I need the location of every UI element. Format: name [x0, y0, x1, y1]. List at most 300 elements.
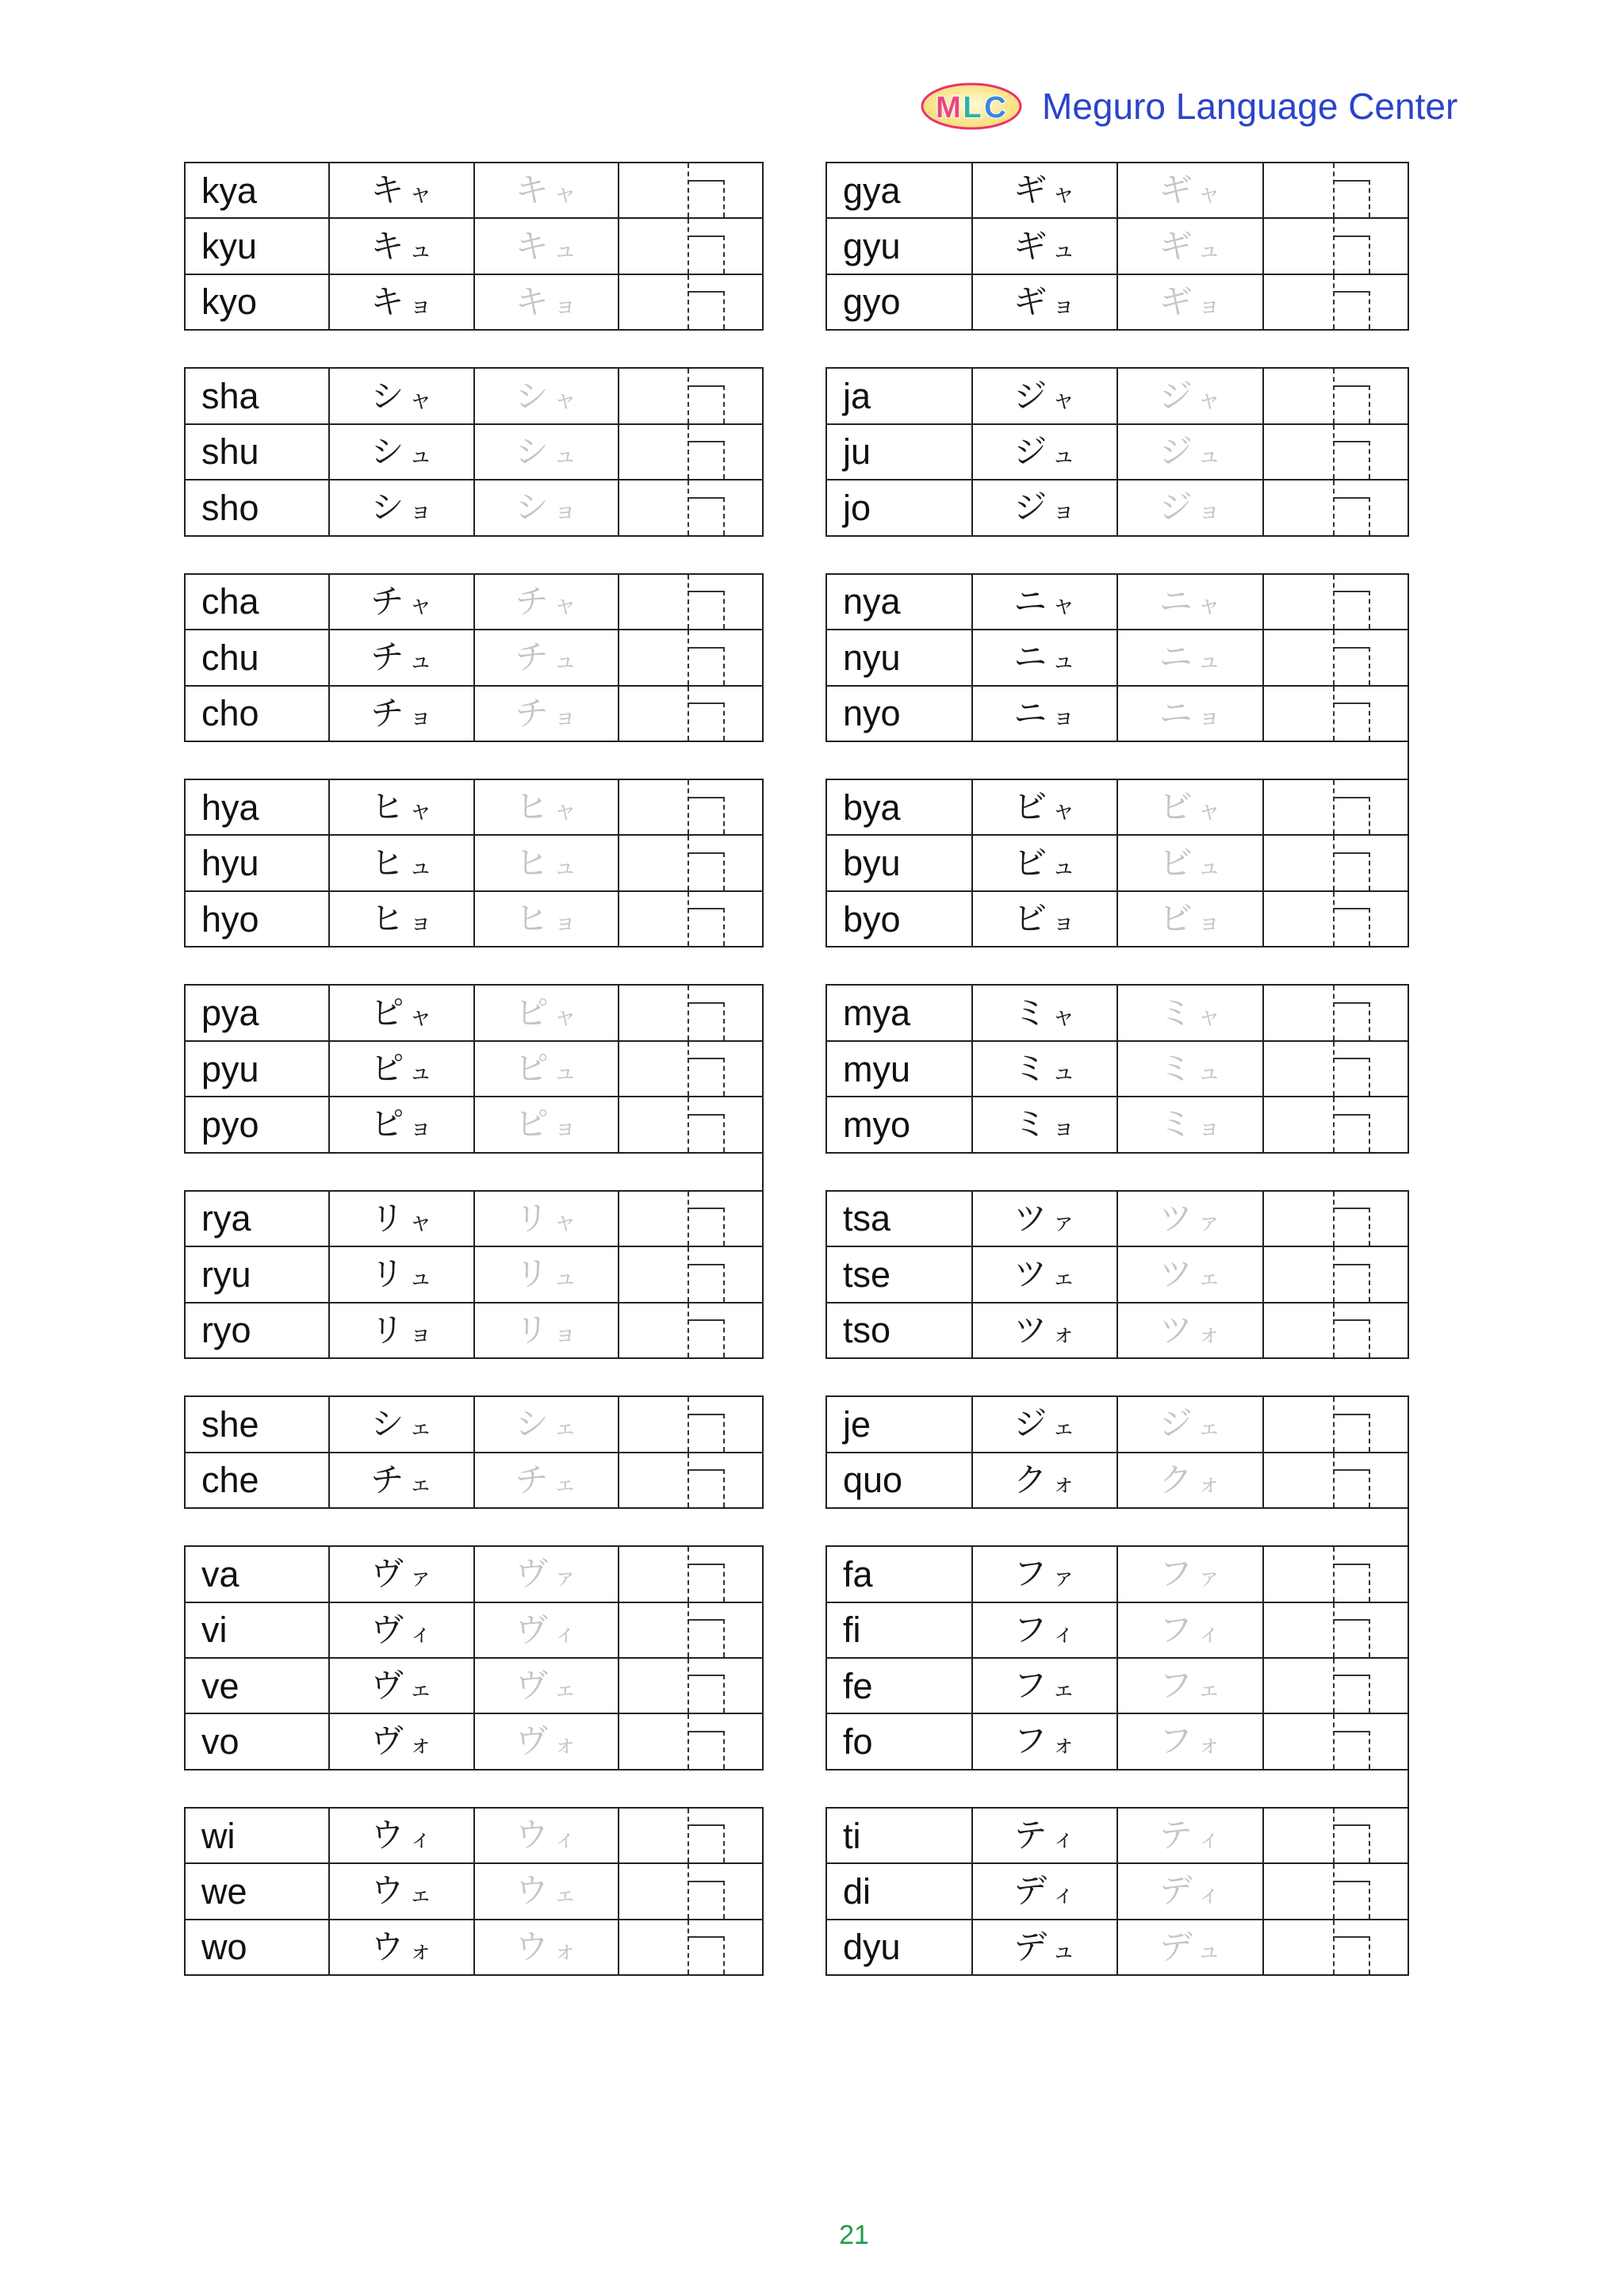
- trace-cell: [1118, 275, 1264, 329]
- kana-main-char: リ: [515, 1310, 549, 1349]
- kana-small-char: ョ: [408, 1114, 433, 1143]
- romaji-cell: [186, 630, 330, 684]
- katakana-text: [1013, 1666, 1076, 1705]
- romaji-cell: [827, 219, 973, 273]
- kana-table: [184, 162, 764, 331]
- katakana-cell: [330, 275, 474, 329]
- kana-table: [825, 984, 1409, 1153]
- logo-letter-m: M: [936, 91, 961, 124]
- small-kana-guide-box: [1333, 291, 1370, 329]
- kana-main-char: キ: [515, 170, 549, 210]
- small-kana-guide-box: [688, 1881, 725, 1919]
- trace-cell: [475, 780, 619, 834]
- kana-small-char: ャ: [553, 385, 577, 414]
- romaji-label: byo: [843, 898, 901, 940]
- katakana-cell: [330, 480, 474, 534]
- practice-cell: [619, 1397, 764, 1451]
- practice-cell: [619, 1097, 764, 1151]
- romaji-cell: [186, 425, 330, 479]
- romaji-label: wi: [201, 1815, 236, 1856]
- kana-table: [184, 1545, 764, 1770]
- small-kana-guide-box: [688, 1414, 725, 1452]
- katakana-cell: [973, 630, 1119, 684]
- trace-katakana-text: [1159, 843, 1221, 882]
- katakana-text: [370, 376, 433, 415]
- katakana-text: [370, 281, 433, 321]
- romaji-label: byu: [843, 843, 901, 884]
- katakana-text: [1013, 581, 1076, 621]
- trace-katakana-text: [515, 843, 577, 882]
- trace-cell: [475, 1042, 619, 1096]
- katakana-text: [1013, 787, 1076, 827]
- small-kana-guide-box: [1333, 1114, 1370, 1152]
- trace-cell: [1118, 1659, 1264, 1713]
- kana-small-char: ュ: [408, 1058, 433, 1087]
- small-kana-guide-box: [1333, 180, 1370, 218]
- romaji-label: sha: [201, 376, 259, 417]
- table-row: [827, 1247, 1409, 1303]
- kana-main-char: ツ: [1013, 1310, 1048, 1349]
- romaji-cell: [827, 1453, 973, 1507]
- small-kana-guide-box: [1333, 1619, 1370, 1657]
- kana-main-char: シ: [515, 376, 549, 415]
- trace-cell: [475, 892, 619, 946]
- kana-small-char: ァ: [408, 1564, 433, 1592]
- romaji-label: je: [843, 1403, 871, 1445]
- kana-small-char: ョ: [1197, 497, 1221, 526]
- table-row: [827, 836, 1409, 891]
- kana-main-char: ニ: [1159, 637, 1193, 677]
- kana-main-char: テ: [1013, 1816, 1048, 1855]
- romaji-cell: [186, 480, 330, 534]
- kana-small-char: ュ: [1197, 852, 1221, 881]
- trace-cell: [1118, 1603, 1264, 1657]
- romaji-label: fo: [843, 1721, 873, 1762]
- trace-katakana-text: [1159, 899, 1221, 939]
- trace-katakana-text: [515, 1460, 577, 1499]
- kana-small-char: ョ: [408, 291, 433, 320]
- katakana-cell: [973, 687, 1119, 741]
- practice-cell: [619, 219, 764, 273]
- trace-cell: [1118, 1303, 1264, 1357]
- practice-cell: [1264, 1397, 1410, 1451]
- kana-small-char: ャ: [1197, 385, 1221, 414]
- kana-main-char: チ: [515, 1460, 549, 1499]
- table-row: [186, 163, 764, 219]
- kana-main-char: ピ: [515, 1049, 549, 1089]
- romaji-cell: [186, 1809, 330, 1862]
- trace-katakana-text: [1159, 1460, 1221, 1499]
- practice-cell: [619, 630, 764, 684]
- kana-small-char: ュ: [408, 852, 433, 881]
- katakana-cell: [330, 575, 474, 629]
- small-kana-guide-box: [1333, 1058, 1370, 1096]
- katakana-cell: [330, 1192, 474, 1246]
- katakana-text: [370, 1460, 433, 1499]
- trace-cell: [475, 1547, 619, 1601]
- practice-cell: [619, 1192, 764, 1246]
- trace-cell: [475, 1453, 619, 1507]
- katakana-text: [370, 1254, 433, 1294]
- katakana-cell: [330, 836, 474, 890]
- small-kana-guide-box: [688, 1058, 725, 1096]
- small-kana-guide-box: [688, 235, 725, 274]
- table-row: [186, 369, 764, 424]
- kana-table: [184, 779, 764, 947]
- kana-small-char: ィ: [553, 1825, 577, 1854]
- table-row: [827, 1192, 1409, 1247]
- kana-main-char: ビ: [1159, 787, 1193, 827]
- table-border-segment: [1408, 1770, 1409, 1807]
- romaji-cell: [186, 1453, 330, 1507]
- kana-main-char: ギ: [1159, 281, 1193, 321]
- romaji-cell: [827, 780, 973, 834]
- katakana-text: [1013, 899, 1076, 939]
- kana-small-char: ョ: [553, 1319, 577, 1348]
- kana-small-char: ャ: [1051, 180, 1076, 209]
- katakana-cell: [973, 986, 1119, 1039]
- trace-katakana-text: [515, 488, 577, 527]
- kana-main-char: ジ: [1013, 1404, 1048, 1444]
- table-row: [827, 1659, 1409, 1714]
- romaji-label: shu: [201, 431, 259, 473]
- romaji-label: cho: [201, 693, 259, 734]
- kana-small-char: ュ: [1051, 235, 1076, 264]
- small-kana-guide-box: [688, 797, 725, 835]
- katakana-cell: [973, 1192, 1119, 1246]
- katakana-text: [370, 787, 433, 827]
- katakana-text: [370, 1104, 433, 1144]
- table-row: [186, 219, 764, 274]
- katakana-cell: [330, 986, 474, 1039]
- kana-main-char: チ: [370, 693, 404, 733]
- table-row: [827, 1864, 1409, 1920]
- kana-main-char: ツ: [1159, 1254, 1193, 1294]
- trace-cell: [475, 1714, 619, 1768]
- romaji-cell: [827, 1864, 973, 1918]
- katakana-cell: [330, 1397, 474, 1451]
- trace-katakana-text: [1159, 1610, 1221, 1649]
- katakana-text: [1013, 170, 1076, 210]
- kana-main-char: ギ: [1013, 170, 1048, 210]
- small-kana-guide-box: [688, 180, 725, 218]
- small-kana-guide-box: [1333, 1208, 1370, 1246]
- kana-main-char: ツ: [1159, 1310, 1193, 1349]
- small-kana-guide-box: [1333, 1936, 1370, 1974]
- mlc-logo: [920, 82, 1023, 131]
- romaji-label: ryo: [201, 1310, 251, 1351]
- romaji-label: bya: [843, 787, 901, 828]
- kana-small-char: ャ: [408, 1002, 433, 1031]
- table-row: [827, 630, 1409, 686]
- kana-small-char: ャ: [1197, 797, 1221, 825]
- katakana-text: [1013, 843, 1076, 882]
- trace-cell: [1118, 1453, 1264, 1507]
- table-row: [186, 986, 764, 1041]
- kana-small-char: ャ: [408, 797, 433, 825]
- trace-katakana-text: [515, 581, 577, 621]
- kana-small-char: ョ: [553, 291, 577, 320]
- romaji-cell: [827, 1303, 973, 1357]
- katakana-text: [1013, 376, 1076, 415]
- small-kana-guide-box: [688, 591, 725, 629]
- table-row: [827, 1714, 1409, 1770]
- practice-cell: [619, 836, 764, 890]
- katakana-cell: [973, 780, 1119, 834]
- kana-table: [825, 573, 1409, 742]
- practice-cell: [1264, 836, 1410, 890]
- katakana-text: [1013, 488, 1076, 527]
- katakana-cell: [330, 1453, 474, 1507]
- kana-main-char: ギ: [1159, 170, 1193, 210]
- logo-letter-l: L: [963, 91, 982, 124]
- kana-small-char: ャ: [408, 1208, 433, 1236]
- romaji-cell: [827, 1397, 973, 1451]
- katakana-text: [1013, 1460, 1076, 1499]
- katakana-cell: [973, 575, 1119, 629]
- kana-small-char: ャ: [1051, 797, 1076, 825]
- kana-small-char: ァ: [553, 1564, 577, 1592]
- small-kana-guide-box: [688, 702, 725, 741]
- small-kana-guide-box: [1333, 1731, 1370, 1769]
- katakana-cell: [330, 630, 474, 684]
- table-row: [186, 1864, 764, 1920]
- trace-katakana-text: [1159, 1310, 1221, 1349]
- romaji-cell: [827, 1042, 973, 1096]
- trace-cell: [475, 219, 619, 273]
- kana-main-char: デ: [1013, 1871, 1048, 1911]
- trace-cell: [475, 1603, 619, 1657]
- trace-katakana-text: [515, 376, 577, 415]
- romaji-label: ti: [843, 1815, 861, 1856]
- small-kana-guide-box: [688, 385, 725, 423]
- romaji-cell: [827, 836, 973, 890]
- katakana-cell: [330, 369, 474, 423]
- kana-table: [825, 367, 1409, 536]
- katakana-cell: [973, 1097, 1119, 1151]
- table-row: [827, 986, 1409, 1041]
- trace-katakana-text: [1159, 581, 1221, 621]
- katakana-cell: [973, 1603, 1119, 1657]
- romaji-label: rya: [201, 1198, 251, 1239]
- right-kana-column: [825, 162, 1409, 1976]
- katakana-text: [1013, 693, 1076, 733]
- table-row: [186, 1303, 764, 1359]
- romaji-label: myo: [843, 1104, 911, 1145]
- small-kana-guide-box: [1333, 1675, 1370, 1713]
- kana-small-char: ュ: [1051, 441, 1076, 469]
- katakana-cell: [330, 425, 474, 479]
- romaji-label: hyu: [201, 843, 259, 884]
- kana-small-char: ョ: [1197, 702, 1221, 731]
- romaji-label: hyo: [201, 898, 259, 940]
- kana-small-char: ァ: [1051, 1208, 1076, 1236]
- kana-small-char: ュ: [408, 441, 433, 469]
- trace-cell: [1118, 1397, 1264, 1451]
- romaji-label: jo: [843, 487, 871, 528]
- katakana-cell: [973, 425, 1119, 479]
- kana-small-char: ョ: [1051, 497, 1076, 526]
- kana-main-char: ギ: [1013, 281, 1048, 321]
- katakana-cell: [330, 1547, 474, 1601]
- kana-small-char: ェ: [408, 1414, 433, 1442]
- table-row: [827, 892, 1409, 947]
- small-kana-guide-box: [688, 1319, 725, 1357]
- kana-small-char: ィ: [408, 1825, 433, 1854]
- trace-cell: [475, 687, 619, 741]
- trace-cell: [475, 836, 619, 890]
- kana-table: [184, 1190, 764, 1359]
- trace-katakana-text: [515, 1871, 577, 1911]
- practice-cell: [1264, 1042, 1410, 1096]
- trace-katakana-text: [515, 693, 577, 733]
- kana-main-char: ピ: [515, 993, 549, 1032]
- small-kana-guide-box: [1333, 647, 1370, 685]
- practice-cell: [619, 275, 764, 329]
- romaji-label: kyo: [201, 281, 258, 323]
- katakana-cell: [973, 1303, 1119, 1357]
- romaji-cell: [827, 425, 973, 479]
- katakana-cell: [973, 1247, 1119, 1301]
- romaji-cell: [827, 687, 973, 741]
- kana-small-char: ョ: [553, 497, 577, 526]
- kana-small-char: ィ: [1197, 1619, 1221, 1648]
- kana-small-char: ェ: [408, 1675, 433, 1704]
- romaji-label: gyo: [843, 281, 901, 323]
- romaji-cell: [827, 575, 973, 629]
- kana-main-char: ヴ: [370, 1610, 404, 1649]
- romaji-label: hya: [201, 787, 259, 828]
- kana-main-char: ツ: [1013, 1254, 1048, 1294]
- kana-small-char: ュ: [408, 235, 433, 264]
- romaji-cell: [186, 1397, 330, 1451]
- romaji-label: ve: [201, 1665, 239, 1706]
- katakana-text: [370, 637, 433, 677]
- practice-cell: [619, 1809, 764, 1862]
- trace-katakana-text: [1159, 693, 1221, 733]
- katakana-cell: [973, 1809, 1119, 1862]
- kana-main-char: フ: [1013, 1721, 1048, 1761]
- small-kana-guide-box: [688, 441, 725, 479]
- romaji-cell: [186, 219, 330, 273]
- kana-main-char: ニ: [1013, 693, 1048, 733]
- kana-main-char: シ: [370, 488, 404, 527]
- katakana-text: [1013, 993, 1076, 1032]
- katakana-cell: [973, 163, 1119, 217]
- katakana-text: [370, 1554, 433, 1594]
- romaji-cell: [827, 1659, 973, 1713]
- small-kana-guide-box: [1333, 1564, 1370, 1602]
- katakana-cell: [973, 836, 1119, 890]
- trace-katakana-text: [1159, 1666, 1221, 1705]
- katakana-cell: [973, 1397, 1119, 1451]
- page-number: 21: [839, 2220, 869, 2250]
- romaji-cell: [827, 1247, 973, 1301]
- trace-cell: [1118, 687, 1264, 741]
- trace-katakana-text: [1159, 488, 1221, 527]
- romaji-cell: [186, 1714, 330, 1768]
- kana-main-char: ツ: [1159, 1198, 1193, 1238]
- trace-cell: [1118, 219, 1264, 273]
- katakana-text: [1013, 1816, 1076, 1855]
- small-kana-guide-box: [1333, 852, 1370, 890]
- kana-table: [184, 984, 764, 1153]
- kana-main-char: チ: [515, 637, 549, 677]
- trace-katakana-text: [1159, 170, 1221, 210]
- kana-main-char: チ: [515, 693, 549, 733]
- katakana-text: [370, 431, 433, 471]
- katakana-cell: [330, 1603, 474, 1657]
- trace-katakana-text: [515, 226, 577, 266]
- kana-table: [184, 573, 764, 742]
- small-kana-guide-box: [688, 647, 725, 685]
- trace-cell: [1118, 480, 1264, 534]
- kana-main-char: キ: [370, 281, 404, 321]
- small-kana-guide-box: [688, 1824, 725, 1862]
- trace-katakana-text: [1159, 1816, 1221, 1855]
- table-row: [827, 1453, 1409, 1509]
- romaji-cell: [827, 369, 973, 423]
- kana-main-char: フ: [1159, 1721, 1193, 1761]
- table-row: [827, 780, 1409, 836]
- kana-small-char: ォ: [1197, 1469, 1221, 1498]
- kana-main-char: ジ: [1013, 488, 1048, 527]
- kana-main-char: テ: [1159, 1816, 1193, 1855]
- romaji-label: va: [201, 1553, 239, 1594]
- trace-cell: [475, 1920, 619, 1974]
- katakana-cell: [330, 1247, 474, 1301]
- kana-small-char: ャ: [408, 180, 433, 209]
- katakana-cell: [973, 219, 1119, 273]
- katakana-text: [1013, 1104, 1076, 1144]
- katakana-text: [1013, 1049, 1076, 1089]
- kana-small-char: ェ: [1197, 1675, 1221, 1704]
- table-row: [186, 1453, 764, 1509]
- practice-cell: [1264, 1864, 1410, 1918]
- kana-small-char: ョ: [553, 1114, 577, 1143]
- kana-main-char: デ: [1159, 1927, 1193, 1966]
- katakana-text: [370, 1721, 433, 1761]
- kana-small-char: ョ: [1051, 909, 1076, 937]
- kana-table: [825, 1545, 1409, 1770]
- practice-cell: [619, 1247, 764, 1301]
- logo-letter-c: C: [984, 91, 1006, 124]
- small-kana-guide-box: [1333, 591, 1370, 629]
- kana-small-char: ォ: [408, 1731, 433, 1759]
- romaji-cell: [827, 1714, 973, 1768]
- practice-cell: [619, 480, 764, 534]
- kana-main-char: チ: [370, 581, 404, 621]
- romaji-cell: [186, 275, 330, 329]
- kana-small-char: ォ: [1051, 1319, 1076, 1348]
- kana-main-char: シ: [370, 1404, 404, 1444]
- romaji-cell: [186, 892, 330, 946]
- kana-main-char: キ: [370, 226, 404, 266]
- trace-katakana-text: [1159, 1721, 1221, 1761]
- kana-main-char: ヒ: [370, 787, 404, 827]
- table-row: [186, 575, 764, 630]
- katakana-text: [1013, 1871, 1076, 1911]
- kana-main-char: ヒ: [370, 843, 404, 882]
- trace-katakana-text: [1159, 1871, 1221, 1911]
- romaji-cell: [186, 369, 330, 423]
- trace-cell: [1118, 1864, 1264, 1918]
- small-kana-guide-box: [1333, 908, 1370, 946]
- organization-name: Meguro Language Center: [1042, 86, 1458, 127]
- practice-cell: [1264, 219, 1410, 273]
- small-kana-guide-box: [1333, 1414, 1370, 1452]
- kana-small-char: ェ: [408, 1881, 433, 1909]
